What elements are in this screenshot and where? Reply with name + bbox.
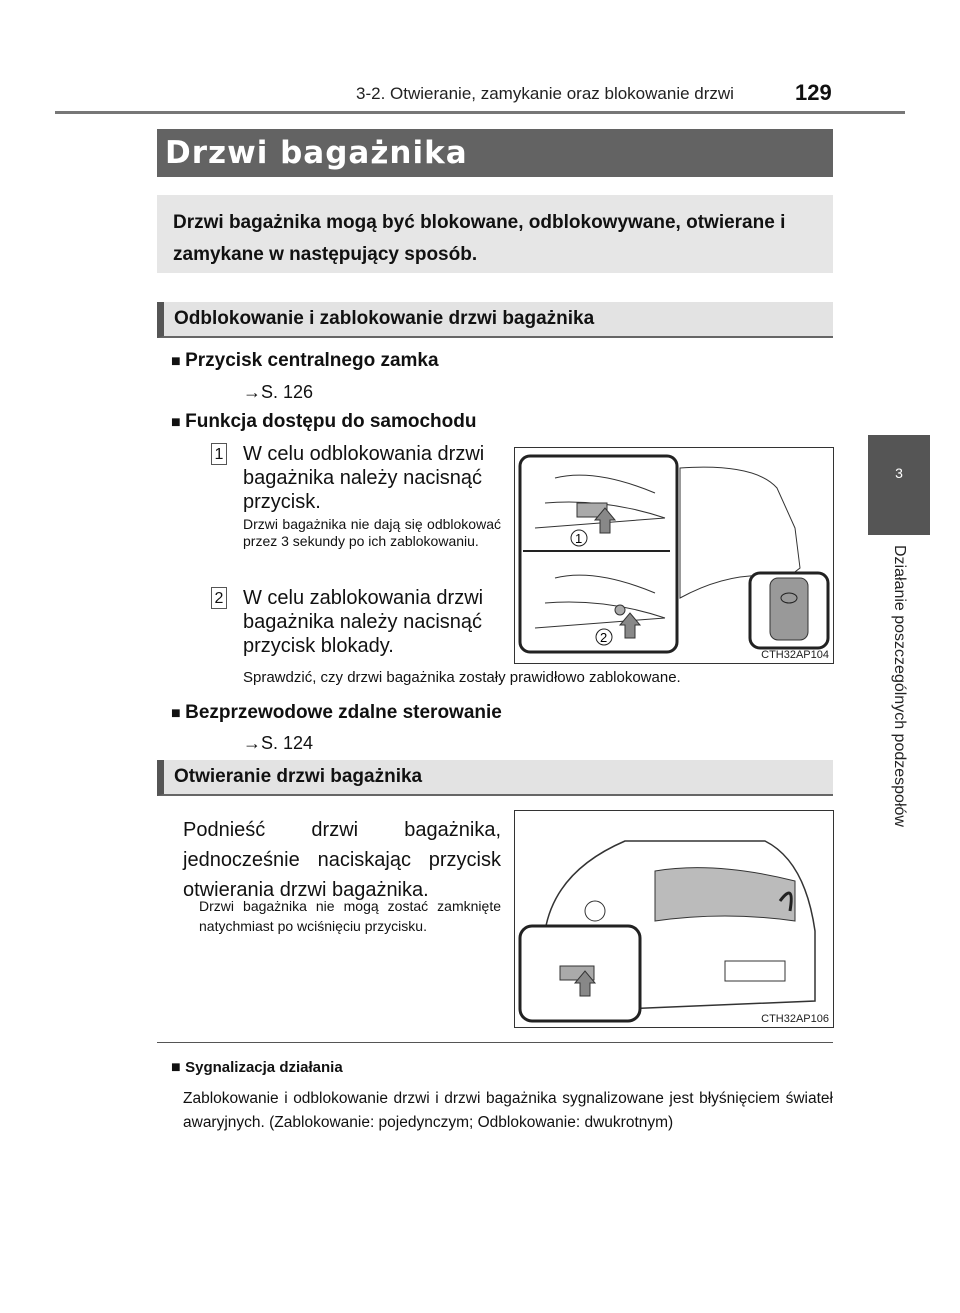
- tailgate-button-illustration: [515, 448, 833, 663]
- chapter-tab-label: Działanie poszczególnych podzespołów: [891, 545, 908, 827]
- figure-code: CTH32AP106: [761, 1013, 829, 1025]
- intro-box: Drzwi bagażnika mogą być blokowane, odblokowywane, otwierane i zamykane w następujący sposób.: [157, 195, 833, 273]
- step-1-text: W celu odblokowania drzwi bagażnika należy nacisnąć przycisk.: [243, 443, 485, 513]
- item-wireless-remote: ■ Bezprzewodowe zdalne sterowanie: [171, 702, 502, 724]
- chapter-header: 3-2. Otwieranie, zamykanie oraz blokowanie drzwi: [356, 84, 734, 103]
- check-note: Sprawdzić, czy drzwi bagażnika zostały prawidłowo zablokowane.: [243, 669, 681, 686]
- page-number: 129: [795, 80, 832, 105]
- item-central-lock: ■ Przycisk centralnego zamka: [171, 350, 439, 372]
- figure-code: CTH32AP104: [761, 649, 829, 661]
- car-rear-illustration: [515, 811, 833, 1027]
- callout-1: 1: [575, 531, 583, 546]
- callout-2: 2: [600, 630, 608, 645]
- step-number-1: 1: [211, 443, 227, 465]
- page-ref-link[interactable]: →S. 124: [243, 733, 314, 753]
- section-heading-lock: Odblokowanie i zablokowanie drzwi bagażnika: [157, 302, 833, 338]
- item-smart-entry: ■ Funkcja dostępu do samochodu: [171, 411, 476, 433]
- section-heading-open: Otwieranie drzwi bagażnika: [157, 760, 833, 796]
- chapter-tab-number: 3: [895, 465, 903, 481]
- chapter-tab[interactable]: [868, 435, 930, 535]
- open-instructions: Podnieść drzwi bagażnika, jednocześnie naciskając przycisk otwierania drzwi bagażnika.: [183, 819, 501, 901]
- open-note: Drzwi bagażnika nie mogą zostać zamknięte natychmiast po wciśnięciu przycisku.: [199, 898, 501, 934]
- divider: [157, 1042, 833, 1043]
- step-2-text: W celu zablokowania drzwi bagażnika należy nacisnąć przycisk blokady.: [243, 587, 484, 657]
- header-rule: [55, 111, 905, 114]
- page-ref-link[interactable]: →S. 126: [243, 382, 314, 402]
- figure-smart-entry: [514, 447, 834, 664]
- chapter-tab-label-wrap: [869, 545, 929, 865]
- signal-text: Zablokowanie i odblokowanie drzwi i drzwi bagażnika sygnalizowane jest błyśnięciem świateł awaryjnych. (Zablokowanie: pojedynczym; Odblokowanie: dwukrotnym): [183, 1090, 833, 1131]
- step-1-note: Drzwi bagażnika nie dają się odblokować przez 3 sekundy po ich zablokowaniu.: [243, 516, 501, 549]
- page-title: Drzwi bagażnika: [157, 129, 833, 177]
- step-number-2: 2: [211, 587, 227, 609]
- signal-title: ■ Sygnalizacja działania: [171, 1059, 343, 1077]
- figure-open-tailgate: [514, 810, 834, 1028]
